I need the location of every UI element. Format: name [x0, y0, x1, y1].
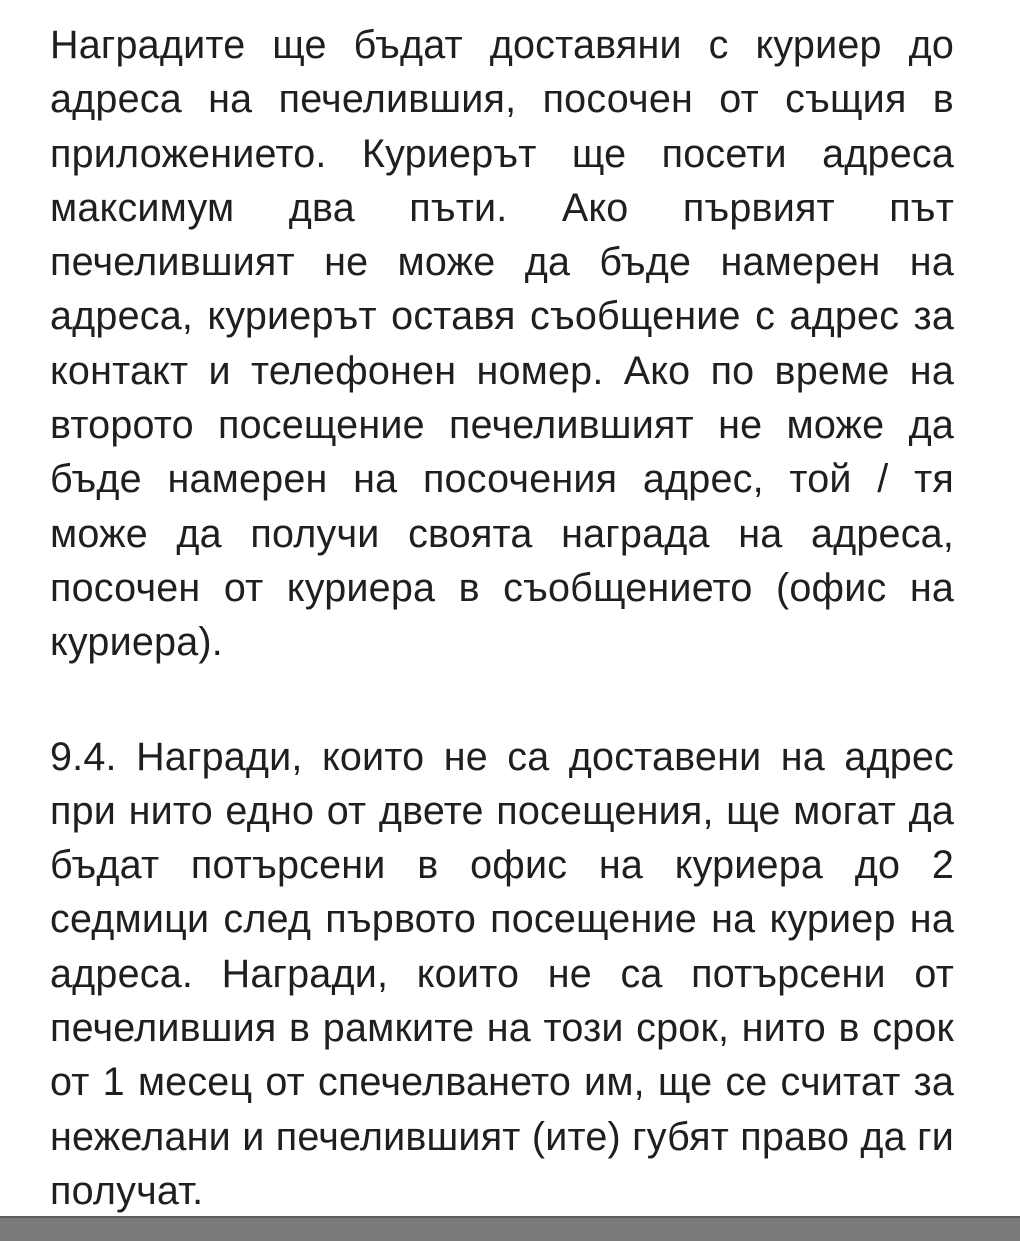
bottom-toolbar-strip: [0, 1216, 1020, 1241]
document-body: [50, 18, 954, 1218]
paragraph-delivery-terms: Наградите ще бъдат доставяни с куриер до адреса на печелившия, посочен от същия в приложението. Куриерът ще посети адреса максимум два пъти. Ако първият път печелившият не може да бъде намерен на адреса, куриерът оставя съобщение с адрес за контакт и телефонен номер. Ако по време на второто посещение печелившият не може да бъде намерен на посочения адрес, той / тя може да получи своята награда на адреса, посочен от куриера в съобщението (офис на куриера).: [50, 23, 954, 665]
paragraph-section-9-4: 9.4. Награди, които не са доставени на адрес при нито едно от двете посещения, ще могат да бъдат потърсени в офис на куриера до 2 седмици след първото посещение на куриер на адреса. Награди, които не са потърсени от печелившия в рамките на този срок, нито в срок от 1 месец от спечелването им, ще се считат за нежелани и печелившият (ите) губят право да ги получат.: [50, 734, 954, 1213]
